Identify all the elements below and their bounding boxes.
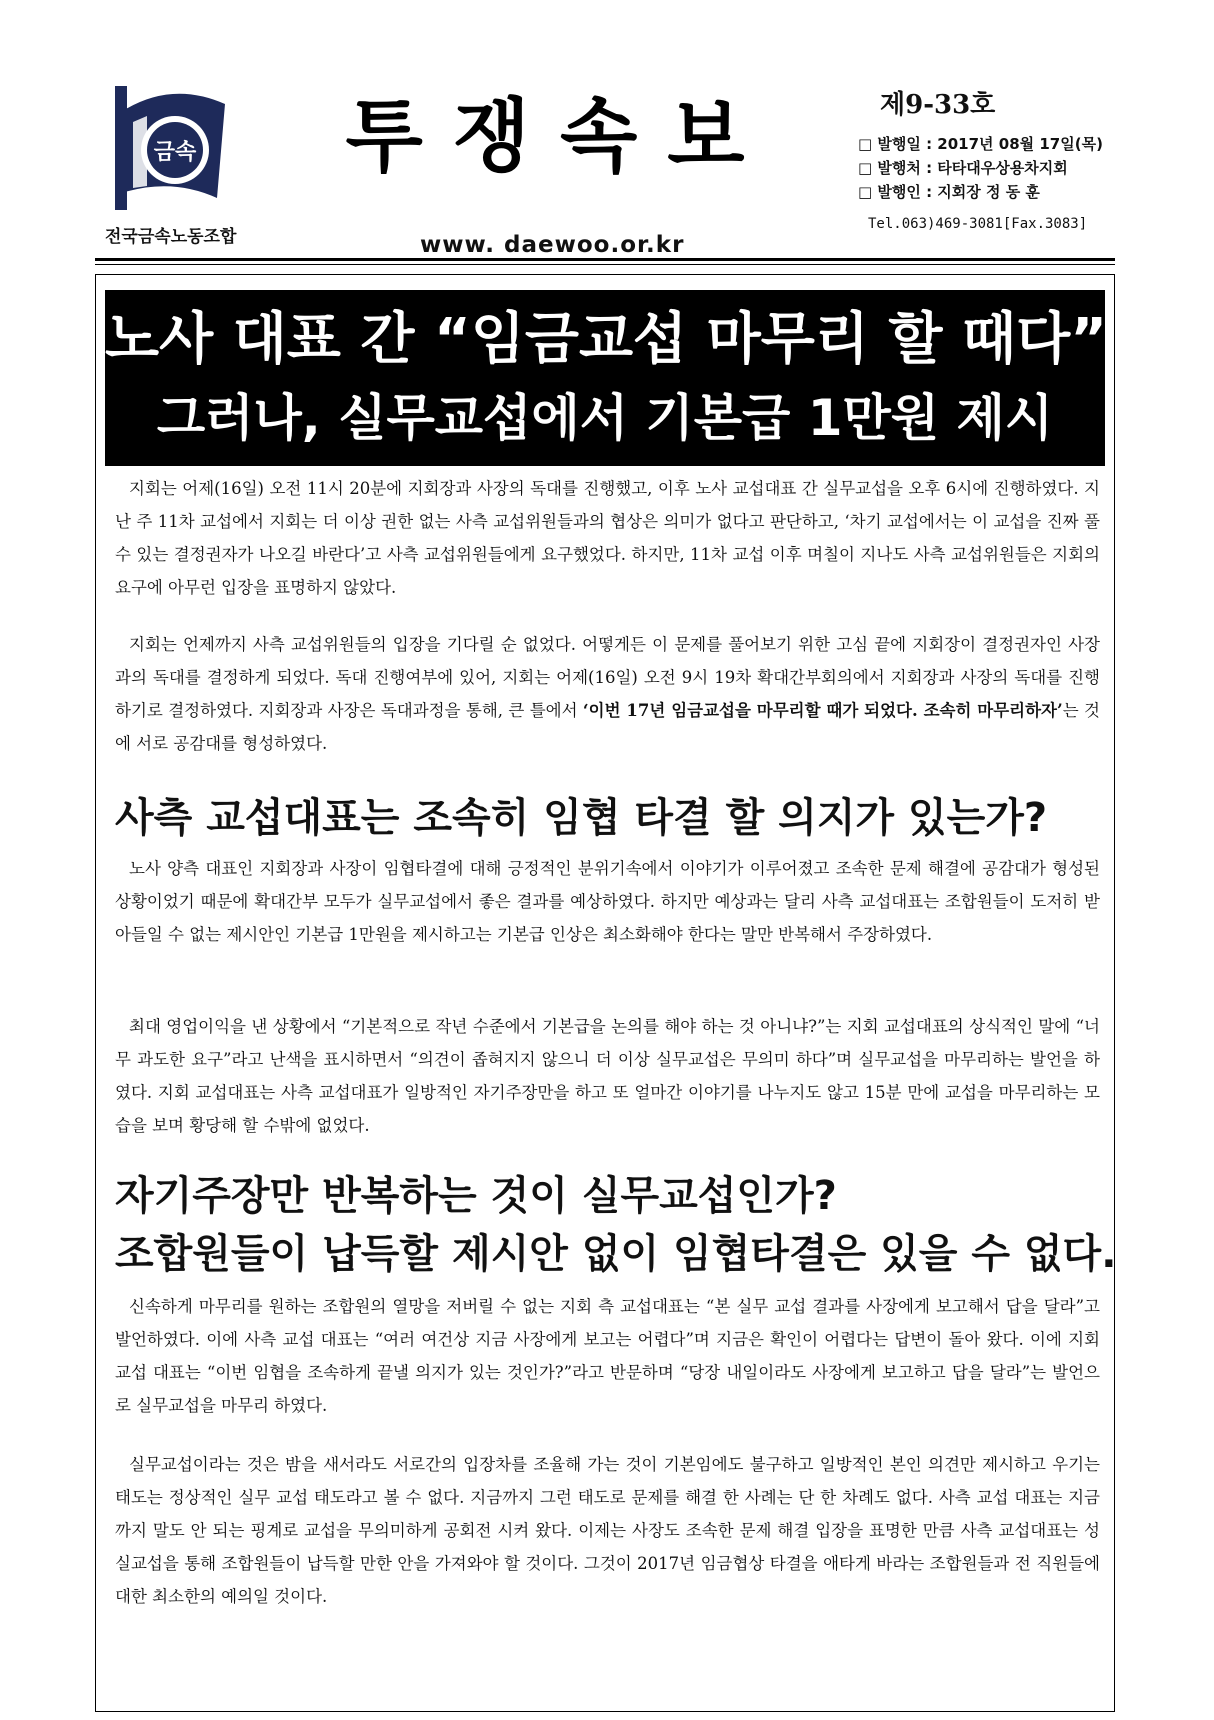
section-heading-2a: 자기주장만 반복하는 것이 실무교섭인가?	[115, 1173, 837, 1219]
issue-number: 제9-33호	[880, 90, 996, 120]
headline-sub: 그러나, 실무교섭에서 기본급 1만원 제시	[156, 389, 1054, 447]
paragraph-2-end: 는 것에 서로 공감대를 형성하였다.	[115, 701, 1100, 753]
newsletter-title: 투쟁속보	[345, 89, 775, 183]
headline-box	[105, 290, 1108, 466]
paragraph-6: 실무교섭이라는 것은 밤을 새서라도 서로간의 입장차를 조율해 가는 것이 기본임에도 불구하고 일방적인 본인 의견만 제시하고 우기는 태도는 정상적인 실무 교섭 태도라고 볼 수 없다. 지금까지 그런 태도로 문제를 해결 한 사례는 단 한 차례도 없다. 사측 교섭 대표는 지금까지 말도 안 되는 핑계로 교섭을 무의미하게 공회전 시켜 왔다. 이제는 사장도 조속한 문제 해결 입장을 표명한 만큼 사측 교섭대표는 성실교섭을 통해 조합원들이 납득할 만한 안을 가져와야 할 것이다. 그것이 2017년 임금협상 타결을 애타게 바라는 조합원들과 전 직원들에 대한 최소한의 예의일 것이다.	[115, 1455, 1100, 1606]
union-name: 전국금속노동조합	[105, 227, 237, 247]
headline-main: 노사 대표 간 “임금교섭 마무리 할 때다”	[105, 307, 1108, 372]
masthead-divider-thin	[95, 264, 1115, 265]
union-logo	[113, 82, 231, 210]
paragraph-3: 노사 양측 대표인 지회장과 사장이 임협타결에 대해 긍정적인 분위기속에서 이야기가 이루어졌고 조속한 문제 해결에 공감대가 형성된 상황이었기 때문에 확대간부 모두가 실무교섭에서 좋은 결과를 예상하였다. 하지만 예상과는 달리 사측 교섭대표는 조합원들이 도저히 받아들일 수 없는 제시안인 기본급 1만원을 제시하고는 기본급 인상은 최소화해야 한다는 말만 반복해서 주장하였다.	[115, 859, 1100, 944]
website-url: www. daewoo.or.kr	[420, 232, 685, 258]
publisher: □ 발행처 : 타타대우상용차지회	[858, 159, 1068, 177]
section-heading-1: 사측 교섭대표는 조속히 임협 타결 할 의지가 있는가?	[115, 795, 1048, 841]
contact-tel: Tel.063)469-3081[Fax.3083]	[868, 216, 1088, 232]
paragraph-4: 최대 영업이익을 낸 상황에서 “기본적으로 작년 수준에서 기본급을 논의를 해야 하는 것 아니냐?”는 지회 교섭대표의 상식적인 말에 “너무 과도한 요구”라고 난색을 표시하면서 “의견이 좁혀지지 않으니 더 이상 실무교섭은 무의미 하다”며 실무교섭을 마무리하는 발언을 하였다. 지회 교섭대표는 사측 교섭대표가 일방적인 자기주장만을 하고 또 얼마간 이야기를 나누지도 않고 15분 만에 교섭을 마무리하는 모습을 보며 황당해 할 수밖에 없었다.	[115, 1017, 1100, 1135]
issuer: □ 발행인 : 지회장 정 동 훈	[858, 183, 1040, 201]
publish-date: □ 발행일 : 2017년 08월 17일(목)	[858, 135, 1103, 153]
logo-text: 금속	[153, 140, 197, 165]
paragraph-2	[115, 628, 1100, 760]
masthead-divider	[95, 258, 1115, 261]
paragraph-5: 신속하게 마무리를 원하는 조합원의 열망을 저버릴 수 없는 지회 측 교섭대표는 “본 실무 교섭 결과를 사장에게 보고해서 답을 달라”고 발언하였다. 이에 사측 교섭 대표는 “여러 여건상 지금 사장에게 보고는 어렵다”며 지금은 확인이 어렵다는 답변이 돌아 왔다. 이에 지회 교섭 대표는 “이번 임협을 조속하게 끝낼 의지가 있는 것인가?”라고 반문하며 “당장 내일이라도 사장에게 보고하고 답을 달라”는 발언으로 실무교섭을 마무리 하였다.	[115, 1297, 1100, 1415]
paragraph-2-quote: ‘이번 17년 임금교섭을 마무리할 때가 되었다. 조속히 마무리하자’	[582, 701, 1063, 720]
paragraph-1: 지회는 어제(16일) 오전 11시 20분에 지회장과 사장의 독대를 진행했고, 이후 노사 교섭대표 간 실무교섭을 오후 6시에 진행하였다. 지난 주 11차 교섭에서 지회는 더 이상 권한 없는 사측 교섭위원들과의 협상은 의미가 없다고 판단하고, ‘차기 교섭에서는 이 교섭을 진짜 풀 수 있는 결정권자가 나오길 바란다’고 사측 교섭위원들에게 요구했었다. 하지만, 11차 교섭 이후 며칠이 지나도 사측 교섭위원들은 지회의 요구에 아무런 입장을 표명하지 않았다.	[115, 479, 1100, 597]
publication-info	[858, 132, 1103, 204]
section-heading-2b: 조합원들이 납득할 제시안 없이 임협타결은 있을 수 없다.	[115, 1231, 1117, 1277]
paragraph-2-text: 지회는 언제까지 사측 교섭위원들의 입장을 기다릴 순 없었다. 어떻게든 이 문제를 풀어보기 위한 고심 끝에 지회장이 결정권자인 사장과의 독대를 결정하게 되었다. 독대 진행여부에 있어, 지회는 어제(16일) 오전 9시 19차 확대간부회의에서 지회장과 사장의 독대를 진행하기로 결정하였다. 지회장과 사장은 독대과정을 통해, 큰 틀에서	[115, 635, 1100, 720]
